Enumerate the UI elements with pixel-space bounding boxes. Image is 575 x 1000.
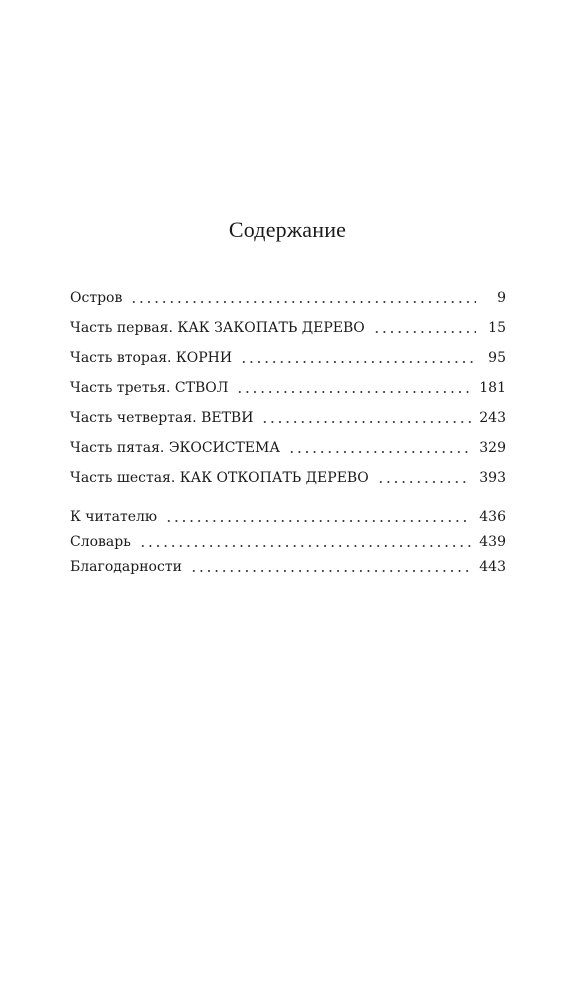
toc-entry-page: 181 — [479, 380, 506, 396]
toc-entry-glossary — [70, 529, 506, 554]
toc-entry-title: Часть первая. КАК ЗАКОПАТЬ ДЕРЕВО — [70, 320, 365, 336]
toc-entry-title: К читателю — [70, 508, 158, 525]
dot-leader — [377, 480, 472, 484]
dot-leader — [236, 390, 471, 394]
table-of-contents — [70, 283, 506, 579]
toc-entry-ostrov — [70, 283, 506, 313]
toc-entry-part-2 — [70, 343, 506, 373]
toc-entry-part-6 — [70, 463, 506, 493]
dot-leader — [130, 300, 476, 304]
toc-entry-part-3 — [70, 373, 506, 403]
toc-entry-page: 436 — [479, 508, 506, 525]
page-title: Содержание — [228, 217, 347, 242]
dot-leader — [288, 450, 471, 454]
toc-parts-list — [70, 283, 506, 493]
toc-entry-title: Словарь — [70, 533, 131, 550]
toc-entry-title: Часть шестая. КАК ОТКОПАТЬ ДЕРЕВО — [70, 470, 369, 486]
toc-entry-page: 243 — [479, 410, 506, 426]
toc-entry-to-reader — [70, 504, 506, 529]
toc-entry-title: Часть четвертая. ВЕТВИ — [70, 410, 254, 426]
toc-entry-title: Часть третья. СТВОЛ — [70, 380, 229, 396]
toc-entry-acknowledgements — [70, 554, 506, 579]
toc-entry-part-1 — [70, 313, 506, 343]
toc-entry-title: Благодарности — [70, 558, 182, 575]
dot-leader — [165, 519, 471, 523]
toc-entry-title: Часть вторая. КОРНИ — [70, 350, 233, 366]
toc-entry-page: 329 — [479, 440, 506, 456]
toc-entry-title: Часть пятая. ЭКОСИСТЕМА — [70, 440, 280, 456]
toc-entry-title: Остров — [70, 290, 123, 306]
dot-leader — [139, 544, 471, 548]
toc-back-matter-list — [70, 504, 506, 579]
toc-entry-page: 9 — [497, 290, 506, 306]
dot-leader — [261, 420, 471, 424]
toc-entry-page: 95 — [488, 350, 506, 366]
dot-leader — [240, 360, 476, 364]
toc-entry-page: 443 — [479, 558, 506, 575]
toc-entry-page: 15 — [488, 320, 506, 336]
toc-entry-part-4 — [70, 403, 506, 433]
toc-entry-page: 439 — [479, 533, 506, 550]
dot-leader — [373, 330, 476, 334]
toc-entry-part-5 — [70, 433, 506, 463]
dot-leader — [190, 569, 471, 573]
toc-entry-page: 393 — [479, 470, 506, 486]
